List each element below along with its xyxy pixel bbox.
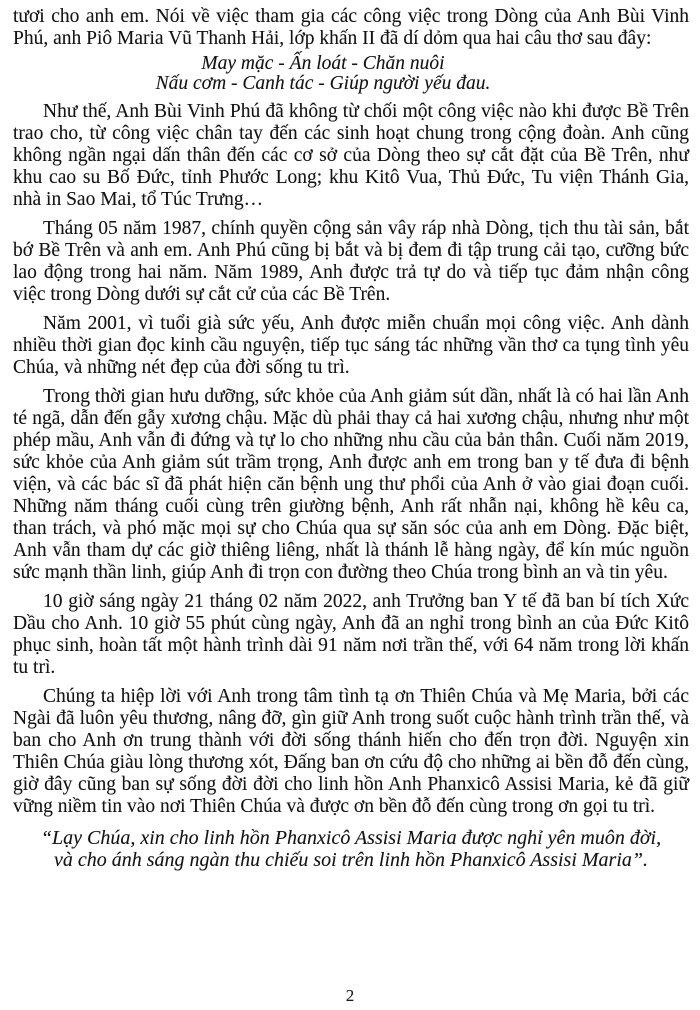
paragraph: 10 giờ sáng ngày 21 tháng 02 năm 2022, anh Trưởng ban Y tế đã ban bí tích Xức Dầu cho Anh. 10 giờ 55 phút cùng ngày, Anh đã an nghỉ trong bình an của Đức Kitô phục sinh, hoàn tất một hành trình dài 91 năm nơi trần thế, với 64 năm trong lời khấn tu trì. <box>13 591 689 678</box>
paragraph: Như thế, Anh Bùi Vinh Phú đã không từ chối một công việc nào khi được Bề Trên trao cho, từ công việc chân tay đến các sinh hoạt chung trong cộng đoàn. Anh cũng không ngần ngại dấn thân đến các cơ sở của Dòng theo sự cắt đặt của Bề Trên, như khu cao su Bố Đức, tỉnh Phước Long; khu Kitô Vua, Thủ Đức, Tu viện Thánh Gia, nhà in Sao Mai, tổ Túc Trưng… <box>13 101 689 210</box>
page-number: 2 <box>345 986 355 1005</box>
closing-prayer-line: và cho ánh sáng ngàn thu chiếu soi trên linh hồn Phanxicô Assisi Maria”. <box>53 849 649 871</box>
paragraph: Chúng ta hiệp lời với Anh trong tâm tình tạ ơn Thiên Chúa và Mẹ Maria, bởi các Ngài đã luôn yêu thương, nâng đỡ, gìn giữ Anh trong suốt cuộc hành trình trần thế, và ban cho Anh ơn trung thành với đời sống thánh hiến cho đến trọn đời. Nguyện xin Thiên Chúa giàu lòng thương xót, Đấng ban ơn cứu độ cho những ai bền đỗ đến cùng, giờ đây cũng ban sự sống đời đời cho linh hồn Anh Phanxicô Assisi Maria, kẻ đã giữ vững niềm tin vào nơi Thiên Chúa và được ơn bền đỗ đến cùng trong ơn gọi tu trì. <box>13 686 689 817</box>
paragraph-continuation: tươi cho anh em. Nói về việc tham gia các công việc trong Dòng của Anh Bùi Vinh Phú, anh Piô Maria Vũ Thanh Hải, lớp khấn II đã dí dỏm qua hai câu thơ sau đây: <box>13 6 689 49</box>
closing-prayer-line: “Lạy Chúa, xin cho linh hồn Phanxicô Assisi Maria được nghỉ yên muôn đời, <box>40 827 662 849</box>
verse-line: May mặc - Ấn loát - Chăn nuôi <box>201 53 445 74</box>
closing-prayer <box>13 827 689 871</box>
paragraph: Tháng 05 năm 1987, chính quyền cộng sản vây ráp nhà Dòng, tịch thu tài sản, bắt bớ Bề Trên và anh em. Anh Phú cũng bị bắt và bị đem đi tập trung cải tạo, cưỡng bức lao động trong hai năm. Năm 1989, Anh được trả tự do và tiếp tục đảm nhận công việc trong Dòng dưới sự cắt cử của các Bề Trên. <box>13 218 689 305</box>
paragraph: Năm 2001, vì tuổi già sức yếu, Anh được miễn chuẩn mọi công việc. Anh dành nhiều thời gian đọc kinh cầu nguyện, tiếp tục sáng tác những vần thơ ca tụng tình yêu Chúa, và những nét đẹp của đời sống tu trì. <box>13 313 689 378</box>
verse-block <box>13 54 689 94</box>
paragraph: Trong thời gian hưu dưỡng, sức khỏe của Anh giảm sút dần, nhất là có hai lần Anh té ngã, dẫn đến gẫy xương chậu. Mặc dù phải thay cả hai xương chậu, nhưng như một phép mầu, Anh vẫn đi đứng và tự lo cho những nhu cầu của bản thân. Cuối năm 2019, sức khỏe của Anh giảm sút trầm trọng, Anh được anh em trong ban y tế đưa đi bệnh viện, và các bác sĩ đã phát hiện căn bệnh ung thư phổi của Anh ở vào giai đoạn cuối. Những năm tháng cuối cùng trên giường bệnh, Anh rất nhẫn nại, không hề kêu ca, than trách, và phó mặc mọi sự cho Chúa qua sự săn sóc của anh em Dòng. Đặc biệt, Anh vẫn tham dự các giờ thiêng liêng, nhất là thánh lễ hàng ngày, để kín múc nguồn sức mạnh thần linh, giúp Anh đi trọn con đường theo Chúa trong bình an và tin yêu. <box>13 386 689 583</box>
verse-line: Nấu cơm - Canh tác - Giúp người yếu đau. <box>155 73 491 94</box>
